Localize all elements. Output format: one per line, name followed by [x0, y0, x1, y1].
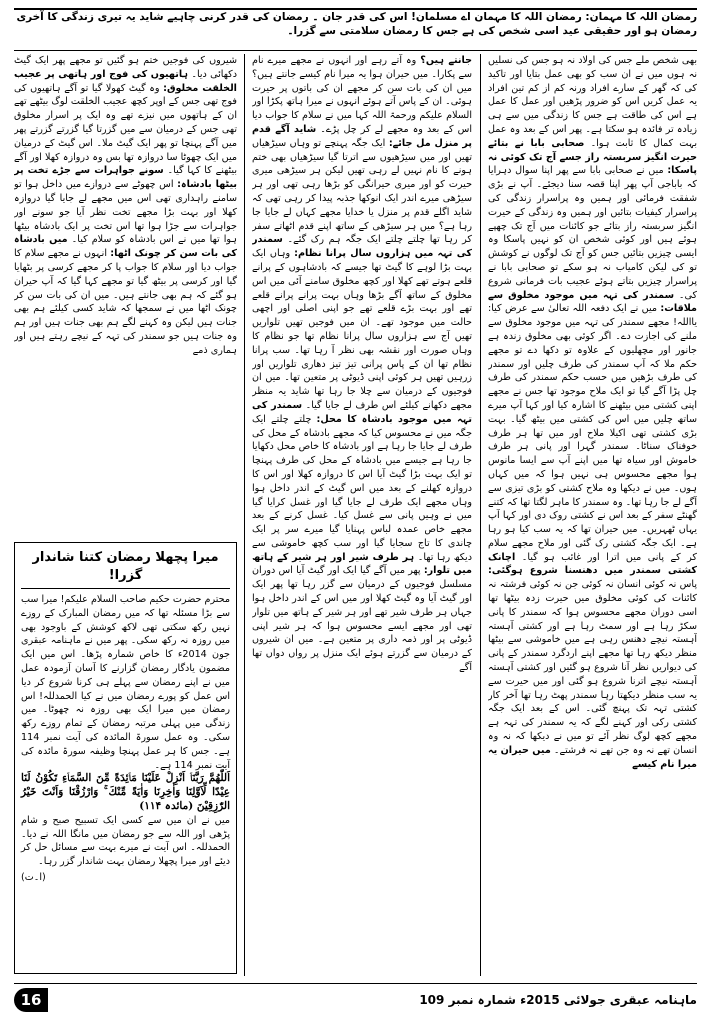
section-heading: سونے جواہرات سے جڑے تخت پر بیٹھا بادشاہ:: [14, 165, 237, 191]
body-text: شیروں کی فوجیں ختم ہو گئیں تو مجھے پھر ایک گیٹ دکھائی دیا۔: [14, 55, 237, 80]
section-heading: سمندر کی تہہ میں ہزاروں سال پرانا نظام:: [252, 234, 472, 260]
body-text: وہ آتے رہے اور انہوں نے مجھے میرے نام سے پکارا۔ میں حیران ہوا یہ میرا نام کیسے جانتے ہیں؟ میں ان کی بات سن کر مجھے ان کی باتوں پر حیرت ہوئی۔ ان کے پاس آتے ہوئے انہوں نے میرا ہاتھ پکڑا اور السلام علیکم ورحمۃ اللہ کہا میں نے سلام کا جواب دیا اس کے بعد وہ مجھے لے کر چل پڑے۔: [252, 55, 472, 135]
section-heading: میں بادشاہ کی بات سن کر چونک اٹھا:: [14, 234, 237, 260]
section-heading: سمندر کی تہہ میں موجود مخلوق سے ملاقات:: [488, 289, 697, 315]
body-text: میں نے ایک دفعہ اللہ تعالیٰ سے عرض کیا: یااللہ! مجھے سمندر کی تہہ میں موجود مخلوق سے ملنے کی اجازت دے۔ اگر کوئی بھی مخلوق زندہ ہے جانور اور مچھلیوں کے علاوہ تو دکھا دے تو مجھے حکم ملا کہ آپ سمندر کی طرف چلیں اور سمندر کی طرف بڑھیں میں حسب حکم سمندر کی طرف چل پڑا آگے گیا تو ایک ملاح موجود تھا جس نے مجھے اپنی کشتی میں بیٹھنے کا اشارہ کیا اور کہا آپ میرے ساتھ چلیں میں اس کی کشتی میں بیٹھ گیا۔ بہت بڑی کشتی تھی اکیلا ملاح اور میں تھا ہر طرف خوفناک سناٹا۔ سمندر گہرا اور پانی ہر طرف خاموش اور سیاہ تھا میں اپنے آپ سے ایسا مانوس ہوا مجھے محسوس ہی نہیں ہوا کہ میں کہاں ہوں۔: [488, 303, 697, 494]
body-text: ایک جگہ پہنچے تو وہاں سیڑھیاں تھیں اور میں سیڑھیوں سے اترتا گیا سیڑھیاں بھی ختم ہونے کا نام نہیں لے رہی تھیں لیکن ہر سیڑھی میری حیرت کو اور میری حیرانگی کو بڑھا رہی تھی اور ہر سیڑھی میرے اندر ایک انوکھا جذبہ پیدا کر رہی تھی کہ شاید اگلے قدم پر منزل یا خدایا مجھے کہاں لے جایا جا رہا ہے؟ میں ہر سیڑھی کے ساتھ اپنے قدم اٹھاتے سفر کر رہا تھا چلتے چلتے ایک جگہ ہم رک گئے۔: [252, 137, 472, 246]
section-heading: اچانک کشتی سمندر میں دھنسنا شروع ہوگئی:: [488, 551, 697, 577]
page-number: 16: [14, 988, 48, 1012]
section-heading: جانتے ہیں؟: [420, 55, 472, 66]
magazine-title: ماہنامہ عبقری جولائی 2015ء شمارہ نمبر 109: [419, 993, 697, 1007]
body-text: انہوں نے مجھے سلام کا جواب دیا اور سلام کا جواب پا کر مجھے کرسی پر بٹھایا گیا اور کرسی پر بیٹھ گیا تو مجھے کہا گیا کہ آپ حیران ہو گئے کہ ہم بھی جانتے ہیں۔ میں ان کی بات سن کر چونک اٹھا میں نے سمجھا کہ شاید کسی کیلئے ہم بھی جنات ہیں لیکن وہ کہنے لگے ہم بھی جنات ہیں اور ہم وہ جنات ہیں جو سمندر کی تہہ کے نیچے رہتے ہیں اور ہماری ذمے: [14, 248, 237, 356]
column-text: [488, 54, 697, 771]
page-header: [14, 10, 697, 50]
page-footer: [14, 986, 697, 1014]
quran-ayah: اَللّٰهُمَّ رَبَّنَاۤ اَنْزِلْ عَلَيْنَا مَاۤئِدَةً مِّنَ السَّمَاۤءِ تَكُوْنُ لَنَا عِيْدًا لِّاَوَّلِنَا وَاٰخِرِنَا وَاٰيَةً مِّنْكَ ۚ وَارْزُقْنَا وَاَنْتَ خَيْرُ الرّٰزِقِيْنَ (مائدہ ۱۱۴): [21, 772, 230, 812]
footer-rule: [14, 983, 697, 984]
column-divider: [244, 54, 245, 976]
body-text: پاس نہ کوئی انسان نہ کوئی جن نہ کوئی فرشتہ نہ کائنات کی کوئی مخلوق میں حیرت زدہ بیٹھا تھا اسی دوران مجھے محسوس ہوا کہ سمندر کا پانی سکڑ رہا ہے اور سمٹ رہا ہے اور کشتی آہستہ آہستہ نیچے دھنس رہی ہے میں خاموشی سے بیٹھا منظر دیکھ رہا تھا مجھے اپنے اردگرد سمندر کے پانی کی دیواریں نظر آنا شروع ہو گئیں اور کشتی آہستہ آہستہ نیچے اترنا شروع ہو گئی اور میں حیرت سے یہ سب منظر دیکھتا رہا سمندر پھٹ رہا تھا آخر کار کشتی تہہ تک پہنچ گئی۔ اس کے بعد ایک جگہ کشتی رکی اور کہنے لگے کہ یہ سمندر کی تہہ ہے مجھے کچھ لوگ نظر آئے تو میں نے دیکھا کہ نہ وہ انسان تھے نہ وہ جن تھے نہ فرشتے۔: [488, 579, 697, 756]
box-title: میرا پچھلا رمضان کتنا شاندار گزرا!: [21, 549, 230, 589]
section-heading: ہر طرف شیر اور ہر شیر کے ہاتھ میں تلوار:: [252, 551, 472, 577]
column-text: [14, 54, 237, 358]
header-text: رمضان اللہ کا مہمان اے مسلمان! اس کی قدر جان ۔ رمضان کی قدر کرنی چاہیے شاید یہ تیری زندگی کا آخری رمضان ہو اور حقیقی عید اسی شخص کی ہے جس کا رمضان سلامتی سے گزرا۔: [16, 11, 697, 37]
section-heading: سمندر کی تہہ میں موجود بادشاہ کا محل:: [252, 399, 472, 425]
section-heading: شاید آگے قدم پر منزل مل جائے:: [252, 123, 472, 149]
box-closing: میں نے ان میں سے کسی ایک تسبیح صبح و شام پڑھی اور اللہ سے جو رمضان میں مانگا اللہ نے دیا۔ الحمدللہ۔ اس آیت نے میرے بہت سے مسائل حل کر دیئے اور میرا پچھلا رمضان بہت شاندار گزر رہا۔: [21, 814, 230, 868]
column-middle: [252, 54, 472, 974]
section-heading: صحابی بابا نے بتائے حیرت انگیز سربستہ راز جسے آج تک کوئی نہ پاسکا:: [488, 137, 697, 177]
box-body: [21, 593, 230, 885]
body-text: میں نے صحابی بابا سے پھر اپنا سوال دہرایا کہ باباجی آپ پھر اپنا قصہ سنا دیجئے۔ آپ نے بڑی شفقت فرمائی اور ہمیں وہ پراسرار زندگی کی پراسرار کیفیات بتائیں اور ہمیں وہ زندگی کے حیرت انگیز سربستہ راز بتائے جو کائنات میں آج تک چھپے ہوئے ہیں اور کوئی شخص ان کو نہیں پاسکا وہ ایسی چیزیں بتائیں جس کو آج تک لوگوں نے کوشش تو کی لیکن کامیاب نہ ہو سکے تو صحابی بابا نے پراسرار چیزیں بتاتے ہوئے عجیب بات فرمانی شروع کی۔: [488, 165, 697, 301]
column-divider: [480, 54, 481, 976]
body-text: بھی شخص ملے جس کی اولاد نہ ہو جس کی نسلیں نہ ہوں میں نے ان سب کو بھی عمل بتایا اور تاکید کی کہ گھر کے سارے افراد ورنہ کم از کم تین افراد یہ عمل کریں اس کو ضرور پڑھیں اور عمل کا عمل ہے اس کی طاقت ہے جس کا زندگی میں سے ہی زیادہ تر فائدہ ہو سکتا ہے۔ پھر اس کے بعد وہ عمل بہت کمال کا ثابت ہوا۔: [488, 55, 697, 149]
box-paragraph: محترم حضرت حکیم صاحب السلام علیکم! میرا سب سے بڑا مسئلہ تھا کہ میں رمضان المبارک کے روزے نہیں رکھ سکتی تھی لاکھ کوشش کے باوجود بھی میں روزہ نہ رکھ سکی۔ پھر میں نے ماہنامہ عبقری جون 2014ء کا خاص شمارہ پڑھا۔ اس میں ایک مضمون یادگار رمضان گزارنے کا آسان آزمودہ عمل میں نے اپنے رمضان سے پہلے ہی کرنا شروع کر دیا اس عمل کو پورے رمضان میں نے کیا الحمدللہ! اس رمضان میں میرا ایک بھی روزہ نہ چھوٹا۔ میں زندگی میں پہلی مرتبہ رمضان کے تمام روزے رکھ سکی۔ وہ عمل سورۃ المائدہ کی آیت نمبر 114 ہے۔ جس کا ہر عمل پہنچا وظیفہ سورۃ مائدہ کی آیت نمبر 114 ہے۔: [21, 594, 230, 771]
column-left: [14, 54, 237, 536]
body-text: وہ گیٹ کھولا گیا تو آگے ہاتھیوں کی فوج تھی جس کے اوپر کچھ عجیب الخلقت لوگ بیٹھے تھے ان کے ہاتھوں میں نیزے تھے وہ ایک پر اسرار مخلوق تھی جس کے درمیان سے میں گزرتا گیا گزرتے گزرتے پھر میں آگے پہنچا تو پھر ایک گیٹ ملا۔ اس گیٹ کے درمیان میں ایک چھوٹا سا دروازہ تھا بس وہ دروازہ کھلا اور آگے بیٹھنے کا کہا گیا۔: [14, 82, 237, 177]
column-text: [252, 54, 472, 675]
ramadan-testimonial-box: [14, 542, 237, 974]
body-text: پھر میں آگے گیا ایک اور گیٹ آیا اس دوران مسلسل فوجیوں کے درمیان سے گزر رہا تھا پھر ایک اور گیٹ آیا وہ گیٹ کھلا اور میں اس کے اندر داخل ہوا جہاں ہر طرف شیر تھے اور ہر شیر کے ہاتھ میں تلوار تھی اور مجھے ایسے محسوس ہوا کہ ہر شیر اپنی ڈیوٹی پر اور ذمہ داری پر متعین ہے۔ میں ان شیروں کے درمیان سے گزرتے ہوئے ایک منزل پر رواں دواں تھا آگے: [252, 565, 472, 674]
section-heading: میں حیران یہ میرا نام کیسے: [488, 744, 697, 770]
body-text: چلتے چلتے ایک جگہ میں نے محسوس کیا کہ مجھے بادشاہ کے محل کی طرف لے جایا جا رہا ہے اور بادشاہ کا خاص محل دکھایا جا رہا ہے جیسے میں بادشاہ کے محل کی طرف پہنچا تو ایک بہت بڑا گیٹ آیا اس کا دروازہ کھلا اور اس کا دروازہ کھلنے کے بعد میں اس گیٹ کے اندر داخل ہوا وہاں مجھے ایک طرف لے جایا گیا اور غسل کرایا گیا میں نے وہیں پانی سے غسل کیا۔: [252, 413, 472, 522]
body-text: اس چھوٹے سے دروازے میں داخل ہوا تو سامنے راہداری تھی اس میں مجھے لے جایا گیا دروازہ کھلا اور بہت بڑا مجھے تخت نظر آیا جو سونے اور جواہرات سے جڑا ہوا تھا اس تخت پر ایک بادشاہ بیٹھا ہوا تھا میں نے اس بادشاہ کو سلام کیا۔: [14, 179, 237, 246]
section-heading: ہاتھیوں کی فوج اور ہاتھی پر عجیب الخلقت مخلوق:: [14, 68, 237, 94]
header-rule: [14, 50, 697, 51]
body-text: وہاں ایک بہت بڑا لوہے کا گیٹ تھا جیسے کہ بادشاہوں کے پرانے قلعے ہوتے تھے کھلا اور کچھ مخلوق سامنے آئی میں اس مخلوق کے ساتھ آگے بڑھا وہاں بہت پرانے پرانے قلعے تھے اور بہت بڑے قلعے تھے جو اپنی اصلی اور اچھی حالت میں موجود تھے۔ ان میں فوجیں تھیں تلواریں تھیں آج سے ہزاروں سال پرانا نظام تھا جو نظام کا وہاں صورت اور نقشہ بھی نظر آ رہا تھا۔ سب پرانا نظام تھا ان کے پاس پرانی تیز تیز دھاری تلواریں اور زرہیں تھیں ہر کوئی اپنی ڈیوٹی پر متعین تھا۔ میں ان فوجیوں کے درمیان سے چلا جا رہا تھا شاید یہ منظر مجھے دکھانے کیلئے اس طرف لے جایا گیا۔: [252, 248, 472, 411]
header-lead: رمضان اللہ کا مہمان:: [585, 11, 697, 23]
box-signature: (ا۔ت): [21, 871, 46, 883]
body-text: میں نے دیکھا وہ ملاح کشتی کو بڑی تیزی سے آگے لے جا رہا تھا۔ وہ سمندر کا ماہر لگتا تھا کہ کتنے گھنٹے سفر کے بعد اس نے کشتی روک دی اور کہا آپ یہاں ٹھہریں۔ میں حیران تھا کہ یہ سب کیا ہو رہا ہے۔ ایک جگہ کشتی رک گئی اور ملاح مجھے سلام کر کے پانی میں اترا اور غائب ہو گیا۔: [488, 482, 697, 563]
body-text: غسل کرنے کے بعد مجھے خاص عمدہ لباس پہنایا گیا میرے سر پر ایک چاندی کا تاج سجایا گیا اور سب کچھ خاموشی سے دیکھ رہا تھا۔: [252, 510, 472, 563]
column-right: [488, 54, 697, 974]
